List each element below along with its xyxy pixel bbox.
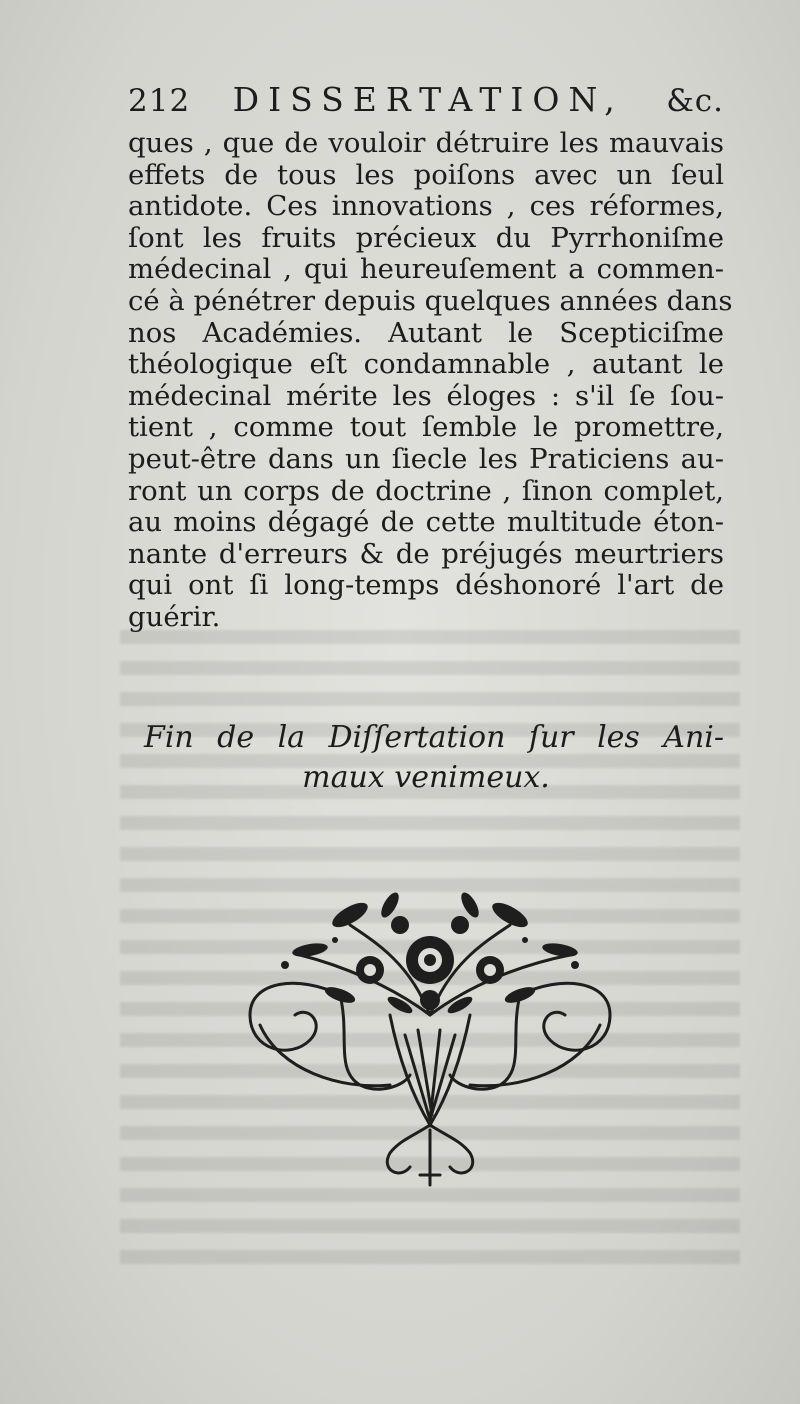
text-line: au moins dégagé de cette multitude éton-: [128, 506, 724, 539]
text-line: guérir.: [128, 600, 221, 633]
body-text: [128, 127, 733, 634]
running-title-etc: &c.: [666, 83, 724, 119]
text-line: antidote. Ces innovations , ces réformes,: [128, 190, 724, 223]
running-title: DISSERTATION,: [232, 80, 624, 119]
text-line: nos Académies. Autant le Scepticiſme: [128, 316, 724, 349]
text-line: peut-être dans un ſiecle les Praticiens au-: [128, 442, 724, 475]
floral-vase-tailpiece-ornament-icon: [240, 885, 620, 1195]
running-head: [128, 80, 724, 119]
text-line: effets de tous les poiſons avec un ſeul: [128, 158, 724, 191]
closing-note: [128, 718, 724, 798]
page-number: 212: [128, 83, 191, 119]
text-line: médecinal , qui heureuſement a commen-: [128, 253, 724, 286]
text-line: théologique eſt condamnable , autant le: [128, 348, 724, 381]
text-line: ſont les fruits précieux du Pyrrhoniſme: [128, 221, 724, 254]
text-line: cé à pénétrer depuis quelques années dans: [128, 284, 733, 317]
closing-line-1: Fin de la Diſſertation ſur les Ani-: [144, 720, 724, 755]
closing-line-2: maux venimeux.: [302, 760, 550, 795]
text-line: médecinal mérite les éloges : s'il ſe ſou-: [128, 379, 724, 412]
text-line: tient , comme tout ſemble le promettre,: [128, 411, 724, 444]
text-line: ques , que de vouloir détruire les mauvais: [128, 127, 724, 159]
text-line: qui ont ſi long-temps déshonoré l'art de: [128, 569, 724, 602]
text-line: ront un corps de doctrine , ſinon complet,: [128, 474, 724, 507]
text-line: nante d'erreurs & de préjugés meurtriers: [128, 537, 724, 570]
